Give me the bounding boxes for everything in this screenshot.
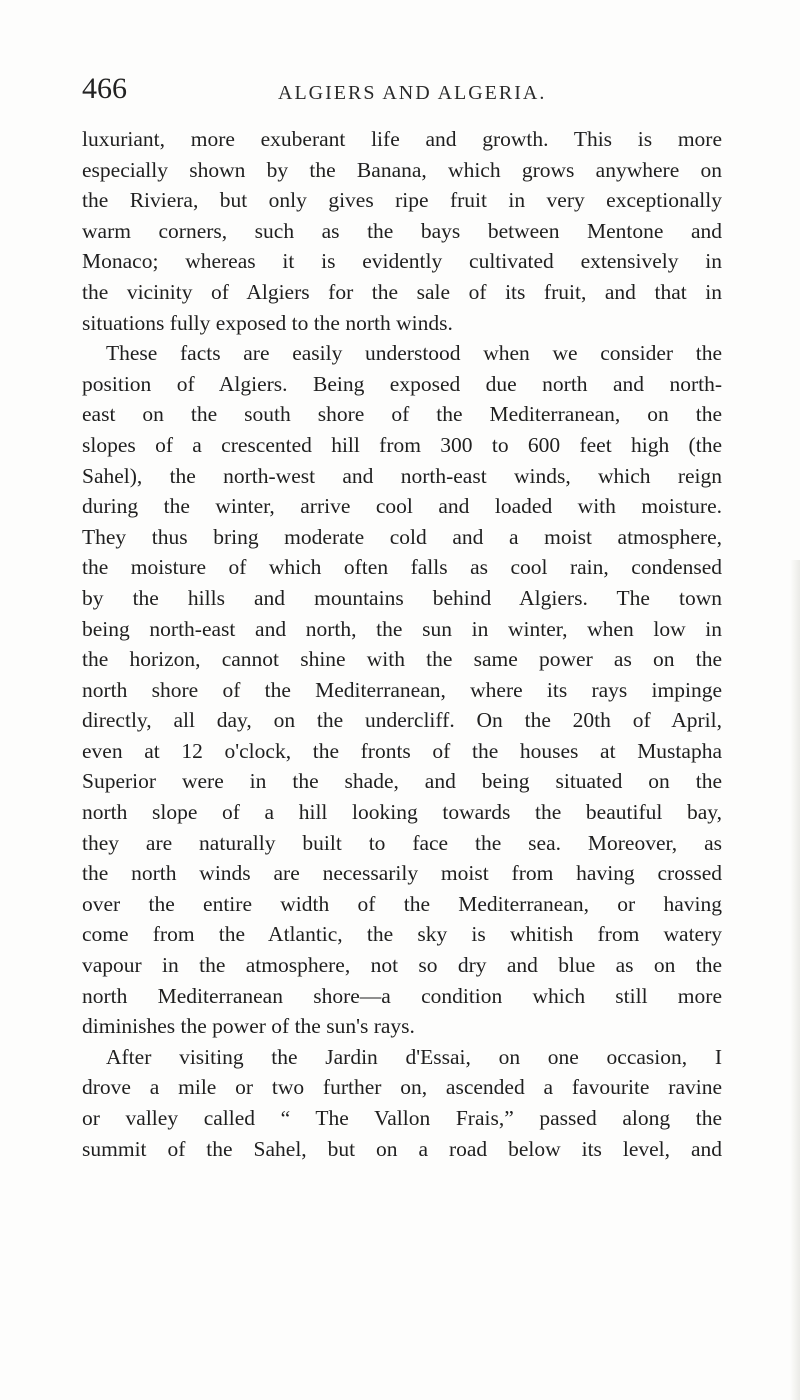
text-line: the moisture of which often falls as cool rain, condensed — [82, 555, 722, 580]
text-line: diminishes the power of the sun's rays. — [82, 1014, 415, 1039]
text-line: Sahel), the north-west and north-east winds, which reign — [82, 463, 722, 488]
text-line: being north-east and north, the sun in winter, when low in — [82, 616, 722, 641]
text-line: vapour in the atmosphere, not so dry and blue as on the — [82, 953, 722, 978]
text-line: drove a mile or two further on, ascended a favourite ravine — [82, 1075, 722, 1100]
text-line: They thus bring moderate cold and a moist atmosphere, — [82, 524, 722, 549]
text-line: east on the south shore of the Mediterranean, on the — [82, 402, 722, 427]
text-line: especially shown by the Banana, which grows anywhere on — [82, 157, 722, 182]
page-number: 466 — [82, 72, 127, 105]
text-line: warm corners, such as the bays between Mentone and — [82, 218, 722, 243]
text-line: over the entire width of the Mediterranean, or having — [82, 891, 722, 916]
text-line: These facts are easily understood when we consider the — [106, 341, 722, 366]
running-title: ALGIERS AND ALGERIA. — [278, 82, 547, 104]
text-line: situations fully exposed to the north winds. — [82, 310, 453, 335]
text-line: Monaco; whereas it is evidently cultivated extensively in — [82, 249, 722, 274]
text-line: north slope of a hill looking towards the beautiful bay, — [82, 800, 722, 825]
text-line: summit of the Sahel, but on a road below its level, and — [82, 1136, 722, 1161]
text-line: even at 12 o'clock, the fronts of the houses at Mustapha — [82, 738, 722, 763]
text-line: the north winds are necessarily moist from having crossed — [82, 861, 722, 886]
body-text — [82, 124, 722, 1164]
text-line: directly, all day, on the undercliff. On the 20th of April, — [82, 708, 722, 733]
text-line: Superior were in the shade, and being situated on the — [82, 769, 722, 794]
text-line: north Mediterranean shore—a condition which still more — [82, 983, 722, 1008]
running-head — [82, 72, 722, 112]
text-line: slopes of a crescented hill from 300 to 600 feet high (the — [82, 432, 722, 457]
text-line: by the hills and mountains behind Algiers. The town — [82, 585, 722, 610]
text-line: come from the Atlantic, the sky is whitish from watery — [82, 922, 722, 947]
text-line: After visiting the Jardin d'Essai, on one occasion, I — [106, 1044, 722, 1069]
text-line: the vicinity of Algiers for the sale of its fruit, and that in — [82, 279, 722, 304]
text-line: or valley called “ The Vallon Frais,” passed along the — [82, 1106, 722, 1130]
text-line: the horizon, cannot shine with the same power as on the — [82, 647, 722, 672]
text-line: north shore of the Mediterranean, where its rays impinge — [82, 677, 722, 702]
text-line: the Riviera, but only gives ripe fruit in very exceptionally — [82, 188, 722, 213]
text-line: position of Algiers. Being exposed due north and north- — [82, 371, 722, 396]
text-line: luxuriant, more exuberant life and growth. This is more — [82, 127, 722, 151]
text-line: during the winter, arrive cool and loaded with moisture. — [82, 494, 722, 519]
text-line: they are naturally built to face the sea. Moreover, as — [82, 830, 722, 855]
page-edge-shadow — [790, 560, 800, 1400]
